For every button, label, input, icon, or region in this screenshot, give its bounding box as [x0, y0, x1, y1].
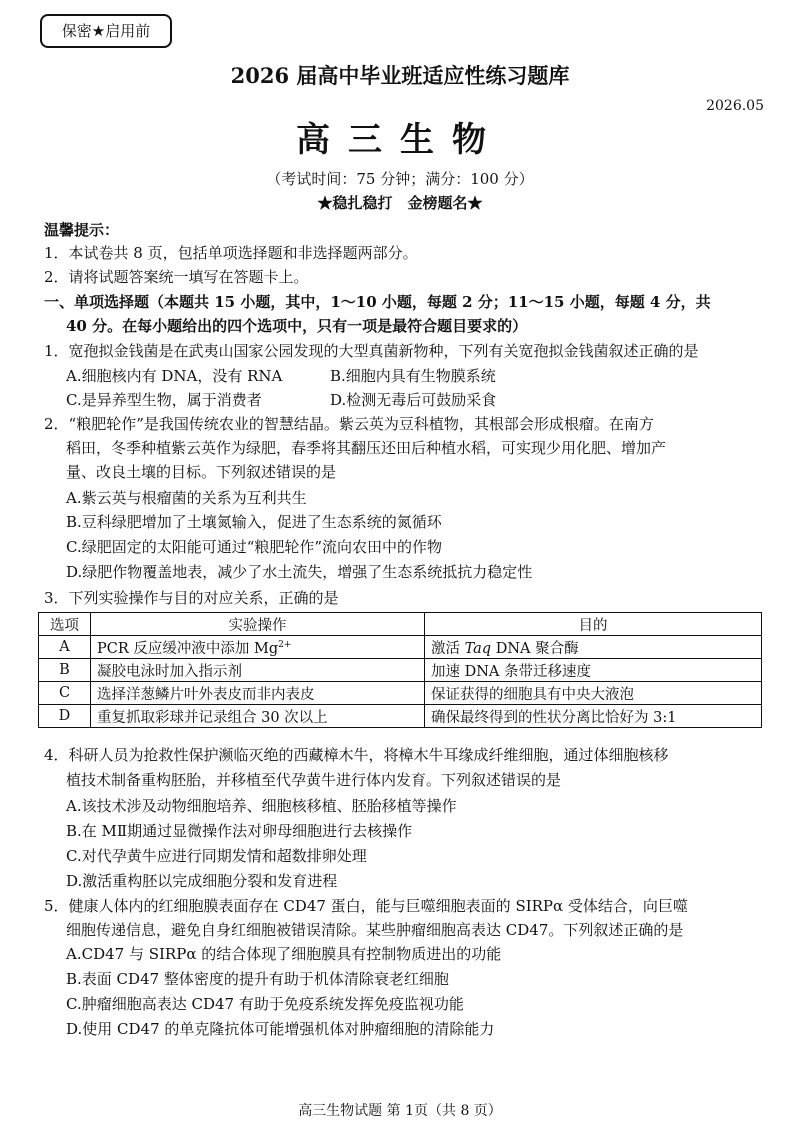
q4-stem-line-1: 4．科研人员为抢救性保护濒临灭绝的西藏樟木牛，将樟木牛耳缘成纤维细胞，通过体细胞核移 — [44, 746, 669, 764]
table-header-row — [39, 613, 762, 636]
q2-option-a: A.紫云英与根瘤菌的关系为互利共生 — [66, 489, 307, 507]
table-row — [39, 636, 762, 659]
table-row — [39, 682, 762, 705]
table-row — [39, 705, 762, 728]
table-cell-goal: 加速 DNA 条带迁移速度 — [425, 659, 762, 682]
table-header-cell: 选项 — [39, 613, 91, 636]
table-cell-option: D — [39, 705, 91, 728]
q2-option-c: C.绿肥固定的太阳能可通过“粮肥轮作”流向农田中的作物 — [66, 538, 443, 556]
table-cell-goal: 激活 Taq DNA 聚合酶 — [425, 636, 762, 659]
q4-option-a: A.该技术涉及动物细胞培养、细胞核移植、胚胎移植等操作 — [66, 797, 457, 815]
q3-stem: 3．下列实验操作与目的对应关系，正确的是 — [44, 589, 339, 607]
q1-option-b: B.细胞内具有生物膜系统 — [330, 367, 496, 385]
confidential-label: 保密★启用前 — [40, 14, 172, 48]
q5-option-c: C.肿瘤细胞高表达 CD47 有助于免疫系统发挥免疫监视功能 — [66, 995, 464, 1013]
table-row — [39, 659, 762, 682]
q5-option-a: A.CD47 与 SIRPα 的结合体现了细胞膜具有控制物质进出的功能 — [66, 945, 502, 963]
table-header-cell: 实验操作 — [91, 613, 425, 636]
q5-stem-line-2: 细胞传递信息，避免自身红细胞被错误清除。某些肿瘤细胞高表达 CD47。下列叙述正确的是 — [66, 921, 684, 939]
table-cell-goal: 确保最终得到的性状分离比恰好为 3:1 — [425, 705, 762, 728]
table-cell-operation: 凝胶电泳时加入指示剂 — [91, 659, 425, 682]
exam-date: 2026.05 — [706, 98, 764, 114]
q1-stem: 1．宽孢拟金钱菌是在武夷山国家公园发现的大型真菌新物种，下列有关宽孢拟金钱菌叙述正确的是 — [44, 342, 699, 360]
table-cell-option: A — [39, 636, 91, 659]
q4-option-d: D.激活重构胚以完成细胞分裂和发育进程 — [66, 872, 338, 890]
motto: ★稳扎稳打 金榜题名★ — [317, 194, 483, 212]
q1-option-a: A.细胞核内有 DNA，没有 RNA — [66, 367, 283, 385]
table-cell-goal: 保证获得的细胞具有中央大液泡 — [425, 682, 762, 705]
table-cell-option: C — [39, 682, 91, 705]
table-cell-operation: PCR 反应缓冲液中添加 $Mg^{2+}$ — [91, 636, 425, 659]
q2-stem-line-1: 2．“粮肥轮作”是我国传统农业的智慧结晶。紫云英为豆科植物，其根部会形成根瘤。在南方 — [44, 415, 654, 433]
section-heading-line-1: 一、单项选择题（本题共 15 小题，其中，1～10 小题，每题 2 分；11～15 小题，每题 4 分，共 — [44, 293, 711, 311]
page-footer: 高三生物试题 第 1页（共 8 页） — [298, 1103, 502, 1119]
q3-options-table — [38, 612, 762, 728]
tip-item-1: 1．本试卷共 8 页，包括单项选择题和非选择题两部分。 — [44, 244, 418, 262]
table-cell-operation: 选择洋葱鳞片叶外表皮而非内表皮 — [91, 682, 425, 705]
q4-option-c: C.对代孕黄牛应进行同期发情和超数排卵处理 — [66, 847, 367, 865]
q2-stem-line-2: 稻田，冬季种植紫云英作为绿肥，春季将其翻压还田后种植水稻，可实现少用化肥、增加产 — [66, 439, 667, 457]
q1-option-c: C.是异养型生物，属于消费者 — [66, 391, 262, 409]
q1-option-d: D.检测无毒后可鼓励采食 — [330, 391, 497, 409]
table-cell-operation: 重复抓取彩球并记录组合 30 次以上 — [91, 705, 425, 728]
q5-stem-line-1: 5．健康人体内的红细胞膜表面存在 CD47 蛋白，能与巨噬细胞表面的 SIRPα 受体结合，向巨噬 — [44, 897, 688, 915]
q5-option-b: B.表面 CD47 整体密度的提升有助于机体清除衰老红细胞 — [66, 970, 449, 988]
q2-option-b: B.豆科绿肥增加了土壤氮输入，促进了生态系统的氮循环 — [66, 513, 442, 531]
section-heading-line-2: 40 分。在每小题给出的四个选项中，只有一项是最符合题目要求的） — [66, 317, 528, 335]
q2-option-d: D.绿肥作物覆盖地表，减少了水土流失，增强了生态系统抵抗力稳定性 — [66, 563, 533, 581]
tip-item-2: 2．请将试题答案统一填写在答题卡上。 — [44, 268, 309, 286]
q2-stem-line-3: 量、改良土壤的目标。下列叙述错误的是 — [66, 463, 337, 481]
tips-title: 温馨提示： — [44, 221, 120, 239]
subject-title: 高三生物 — [296, 120, 504, 160]
table-cell-option: B — [39, 659, 91, 682]
q4-option-b: B.在 MⅡ期通过显微操作法对卵母细胞进行去核操作 — [66, 822, 413, 840]
table-header-cell: 目的 — [425, 613, 762, 636]
q4-stem-line-2: 植技术制备重构胚胎，并移植至代孕黄牛进行体内发育。下列叙述错误的是 — [66, 771, 562, 789]
exam-main-title: 2026 届高中毕业班适应性练习题库 — [230, 63, 570, 88]
exam-info: （考试时间：75 分钟；满分：100 分） — [266, 170, 534, 188]
q5-option-d: D.使用 CD47 的单克隆抗体可能增强机体对肿瘤细胞的清除能力 — [66, 1020, 495, 1038]
